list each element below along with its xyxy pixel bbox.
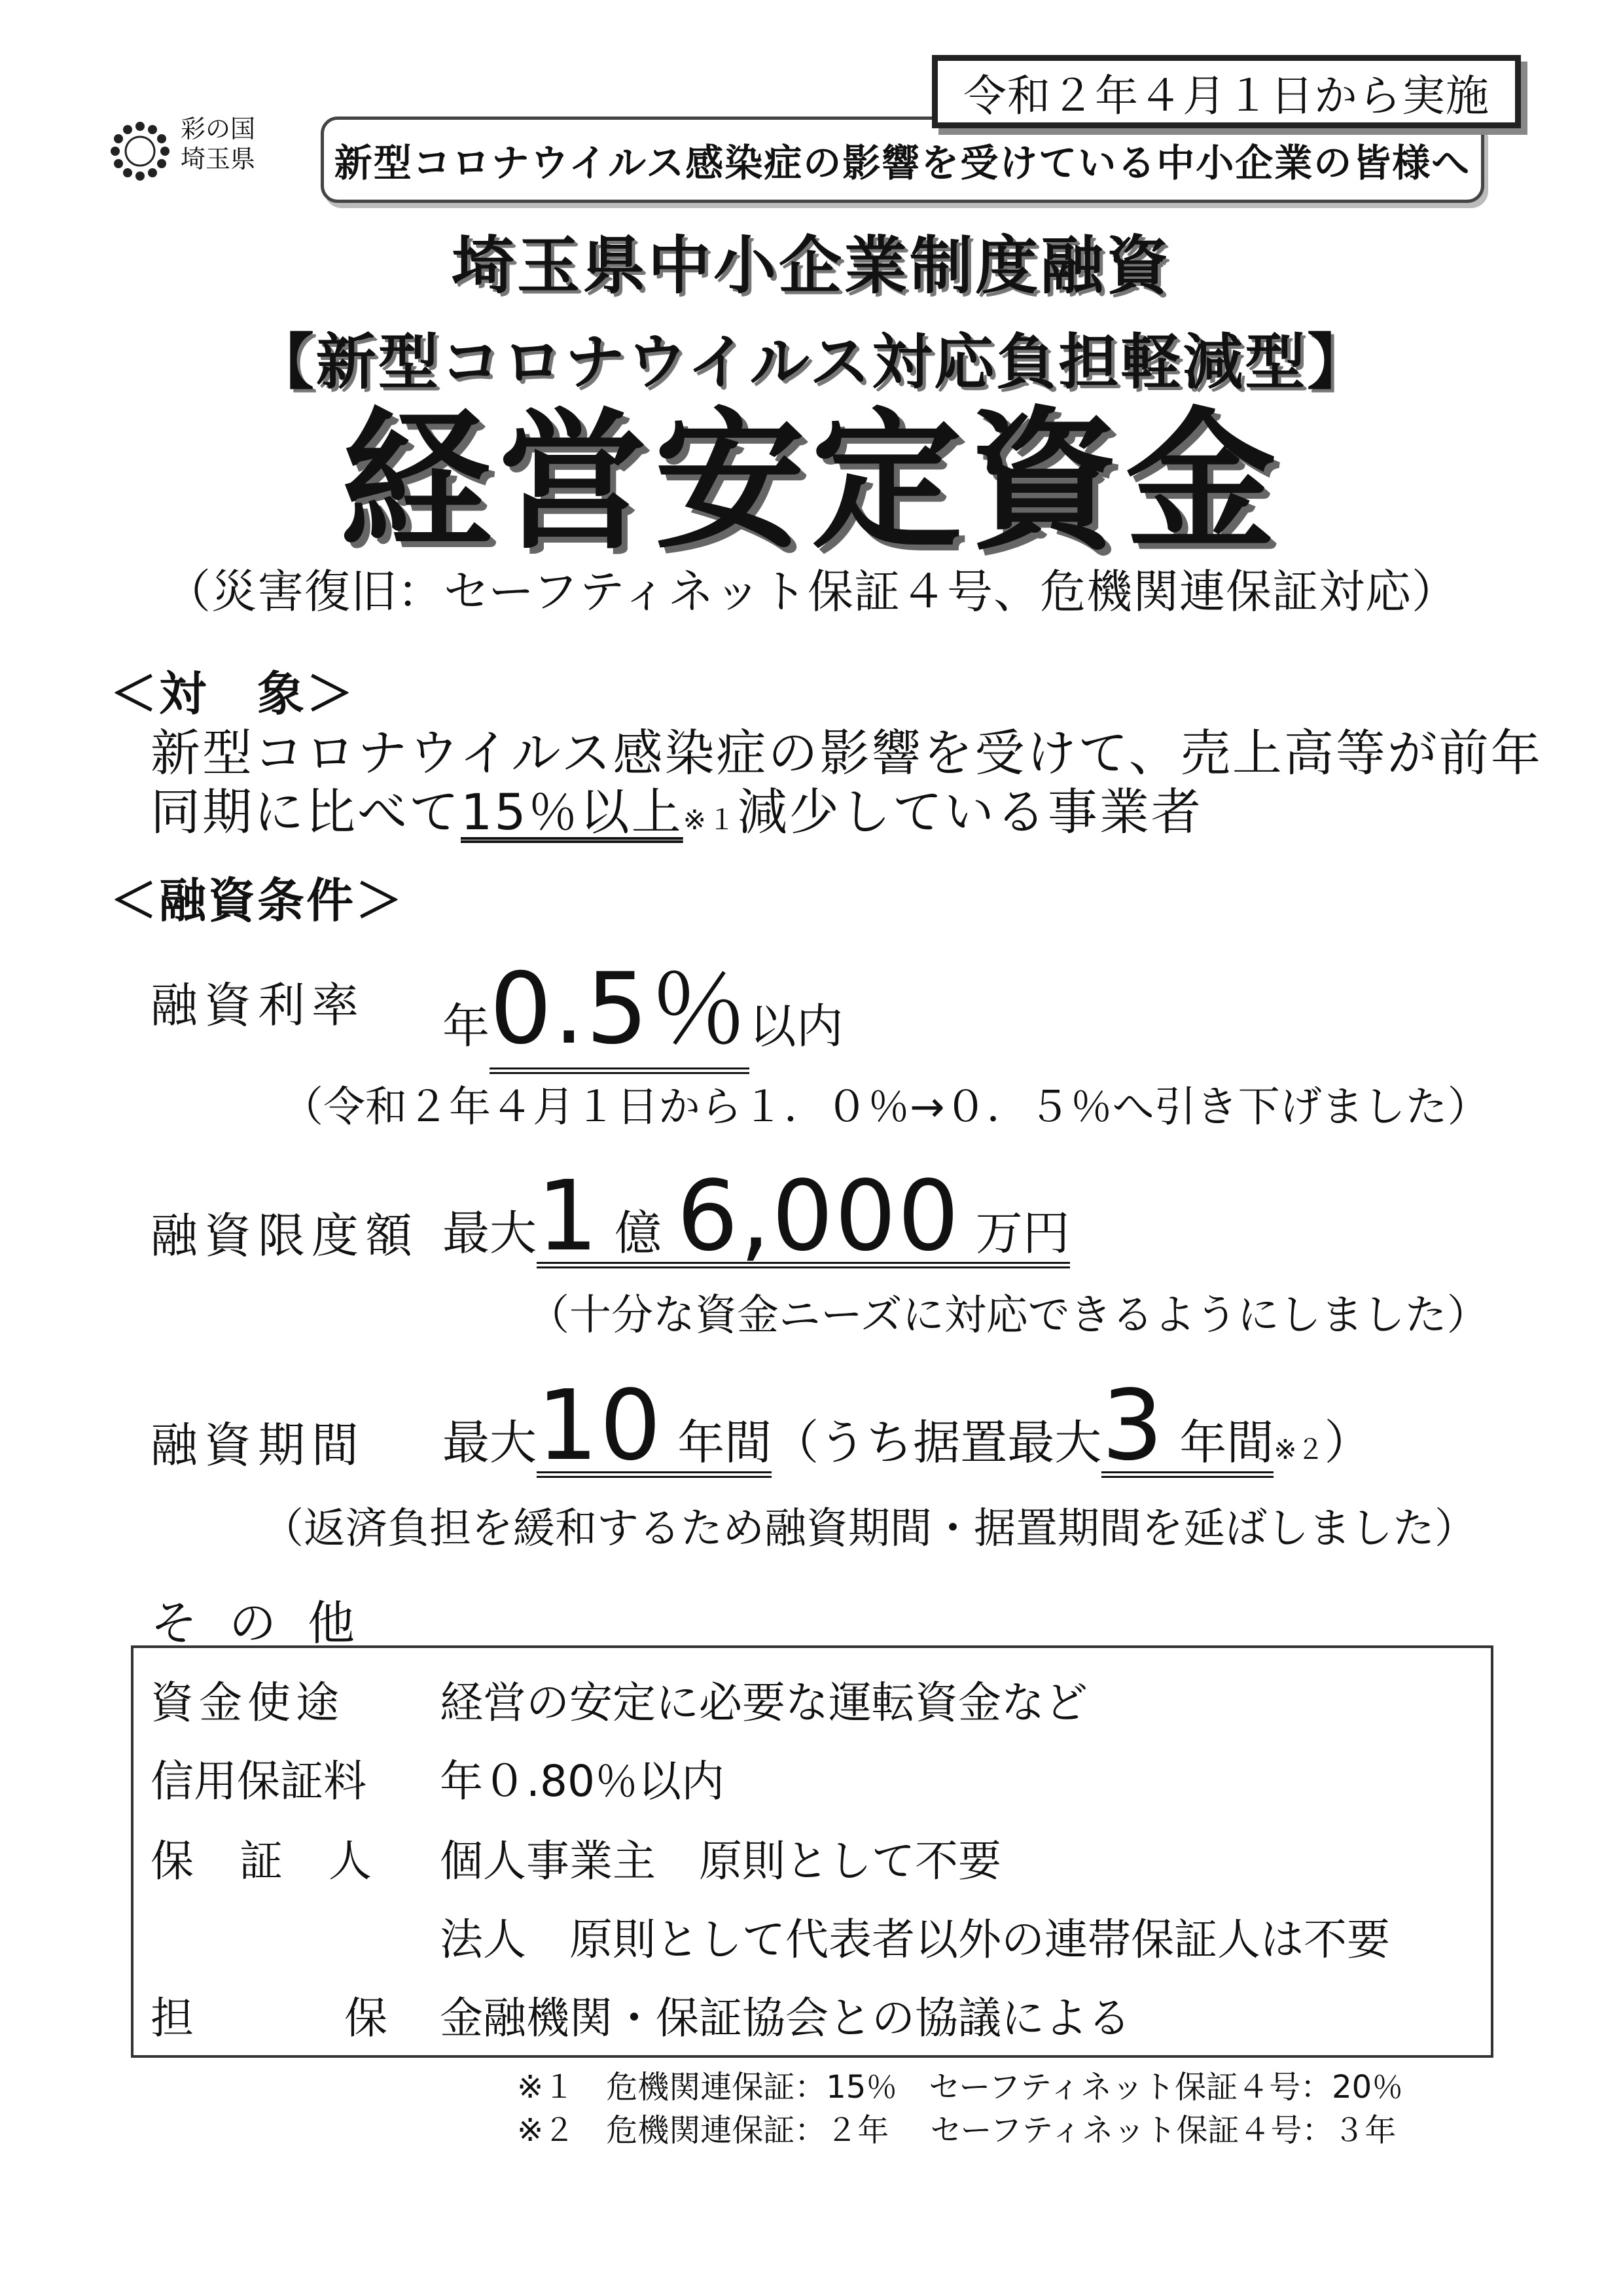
- note-mark-2: ※２: [1274, 1433, 1325, 1465]
- footnote-2: ※２ 危機関連保証：２年 セーフティネット保証４号：３年: [517, 2112, 1397, 2149]
- implementation-date-box: 令和２年４月１日から実施: [932, 55, 1521, 128]
- audience-banner: 新型コロナウイルス感染症の影響を受けている中小企業の皆様へ: [321, 117, 1484, 203]
- period-note: （返済負担を緩和するため融資期間・据置期間を延ばしました）: [262, 1505, 1476, 1553]
- grace-unit: 年間: [1179, 1415, 1274, 1470]
- target-line2-post: 減少している事業者: [737, 783, 1203, 841]
- other-heading: その他: [151, 1596, 387, 1651]
- rate-value: 0.5％: [490, 952, 749, 1074]
- logo-text-line2: 埼玉県: [181, 145, 256, 173]
- period-prefix: 最大: [442, 1415, 537, 1470]
- period-years: 10: [537, 1369, 663, 1482]
- other-value-fee: 年０.80％以内: [440, 1756, 724, 1806]
- limit-value-man: 6,000: [676, 1160, 961, 1272]
- period-unit: 年間: [677, 1415, 772, 1470]
- footnote-1: ※１ 危機関連保証：15％ セーフティネット保証４号：20％: [517, 2069, 1404, 2106]
- period-label: 融資期間: [151, 1418, 366, 1473]
- logo-text-line1: 彩の国: [181, 115, 256, 143]
- limit-value-row: [442, 1160, 1070, 1272]
- target-line2: [151, 772, 1203, 844]
- other-label-fee: 信用保証料: [151, 1756, 366, 1806]
- limit-value-oku: 1: [537, 1160, 600, 1272]
- other-value-guarantor-individual: 個人事業主 原則として不要: [440, 1836, 1001, 1886]
- target-line1: 新型コロナウイルス感染症の影響を受けて、売上高等が前年: [151, 724, 1543, 782]
- period-close: ）: [1324, 1415, 1372, 1470]
- decrease-threshold: 15％以上: [461, 783, 683, 841]
- sun-emblem-icon: [109, 120, 171, 183]
- subtitle: （災害復旧：セーフティネット保証４号、危機関連保証対応）: [164, 565, 1459, 619]
- rate-value-row: [442, 929, 844, 1071]
- other-label-use: 資金使途: [151, 1677, 344, 1728]
- period-mid: （うち据置最大: [772, 1415, 1102, 1470]
- other-label-guarantor: 保証人: [151, 1836, 418, 1886]
- title-line2: 【新型コロナウイルス対応負担軽減型】: [253, 327, 1370, 397]
- limit-unit-oku: 億: [615, 1206, 662, 1261]
- target-line2-pre: 同期に比べて: [151, 783, 461, 841]
- limit-label: 融資限度額: [151, 1208, 419, 1263]
- main-title: 経営安定資金: [340, 395, 1283, 569]
- rate-label: 融資利率: [151, 978, 366, 1033]
- limit-note: （十分な資金ニーズに対応できるようにしました）: [527, 1291, 1489, 1340]
- grace-years: 3: [1101, 1369, 1165, 1482]
- rate-prefix: 年: [442, 999, 490, 1054]
- saitama-logo: [109, 115, 272, 193]
- limit-unit-man: 万円: [975, 1206, 1070, 1261]
- note-mark-1: ※１: [683, 804, 738, 836]
- limit-prefix: 最大: [442, 1206, 537, 1261]
- other-value-guarantor-corporate: 法人 原則として代表者以外の連帯保証人は不要: [440, 1914, 1390, 1965]
- conditions-heading: ＜融資条件＞: [110, 873, 405, 928]
- other-label-collateral: 担保: [151, 1993, 538, 2043]
- period-value-row: [442, 1369, 1372, 1482]
- rate-suffix: 以内: [749, 999, 844, 1054]
- target-heading: ＜対 象＞: [110, 666, 356, 721]
- rate-note: （令和２年４月１日から１．０％→０．５％へ引き下げました）: [281, 1083, 1489, 1132]
- title-line1: 埼玉県中小企業制度融資: [452, 229, 1171, 302]
- other-value-use: 経営の安定に必要な運転資金など: [440, 1677, 1088, 1728]
- other-value-collateral: 金融機関・保証協会との協議による: [440, 1993, 1131, 2043]
